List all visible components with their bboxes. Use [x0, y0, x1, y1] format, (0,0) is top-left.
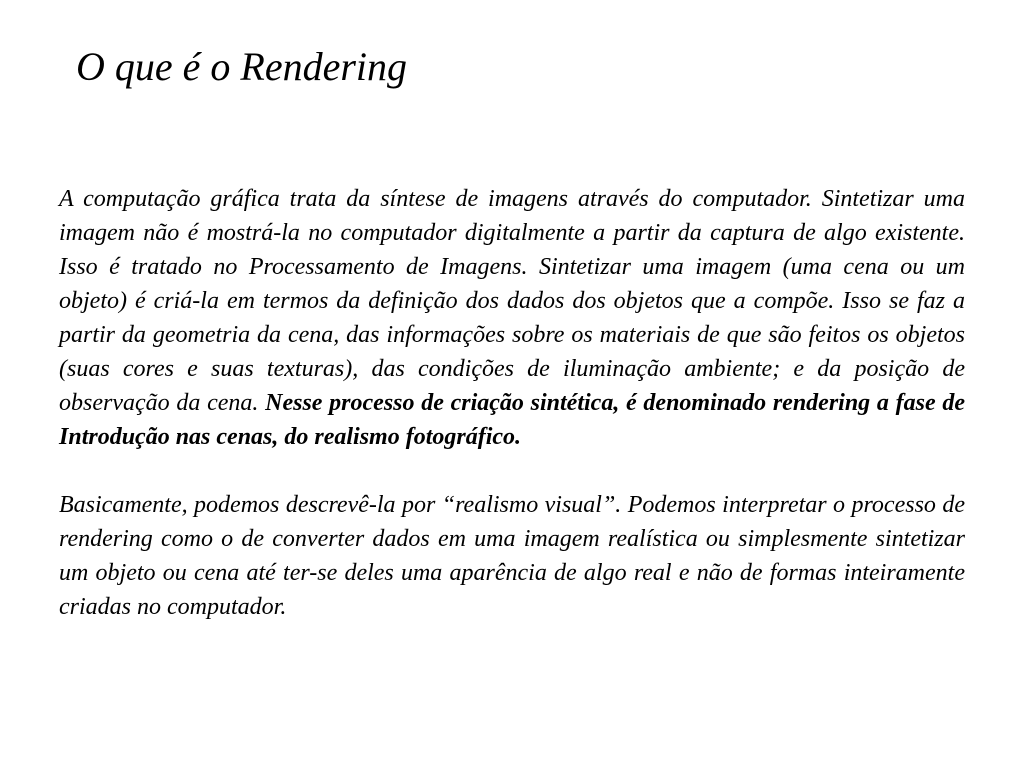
- paragraph-1-emphasis: Nesse processo de criação sintética, é denominado rendering a fase de Introdução nas cenas, do realismo fotográfico.: [59, 390, 966, 450]
- paragraph-2: Basicamente, podemos descrevê-la por “realismo visual”. Podemos interpretar o processo de rendering como o de converter dados em uma imagem realística ou simplesmente sintetizar um objeto ou cena até ter-se deles uma aparência de algo real e não de formas inteiramente criadas no computador.: [59, 492, 965, 620]
- slide-title: O que é o Rendering: [76, 44, 408, 89]
- paragraph-1-text: A computação gráfica trata da síntese de imagens através do computador. Sintetizar uma imagem não é mostrá-la no computador digitalmente a partir da captura de algo existente. Isso é tratado no Processamento de Imagens. Sintetizar uma imagem (uma cena ou um objeto) é criá-la em termos da definição dos dados dos objetos que a compõe. Isso se faz a partir da geometria da cena, das informações sobre os materiais de que são feitos os objetos (suas cores e suas texturas), das condições de iluminação ambiente; e da posição de observação da cena.: [59, 186, 965, 416]
- paragraph-1: [59, 182, 965, 454]
- slide-body: [59, 182, 965, 624]
